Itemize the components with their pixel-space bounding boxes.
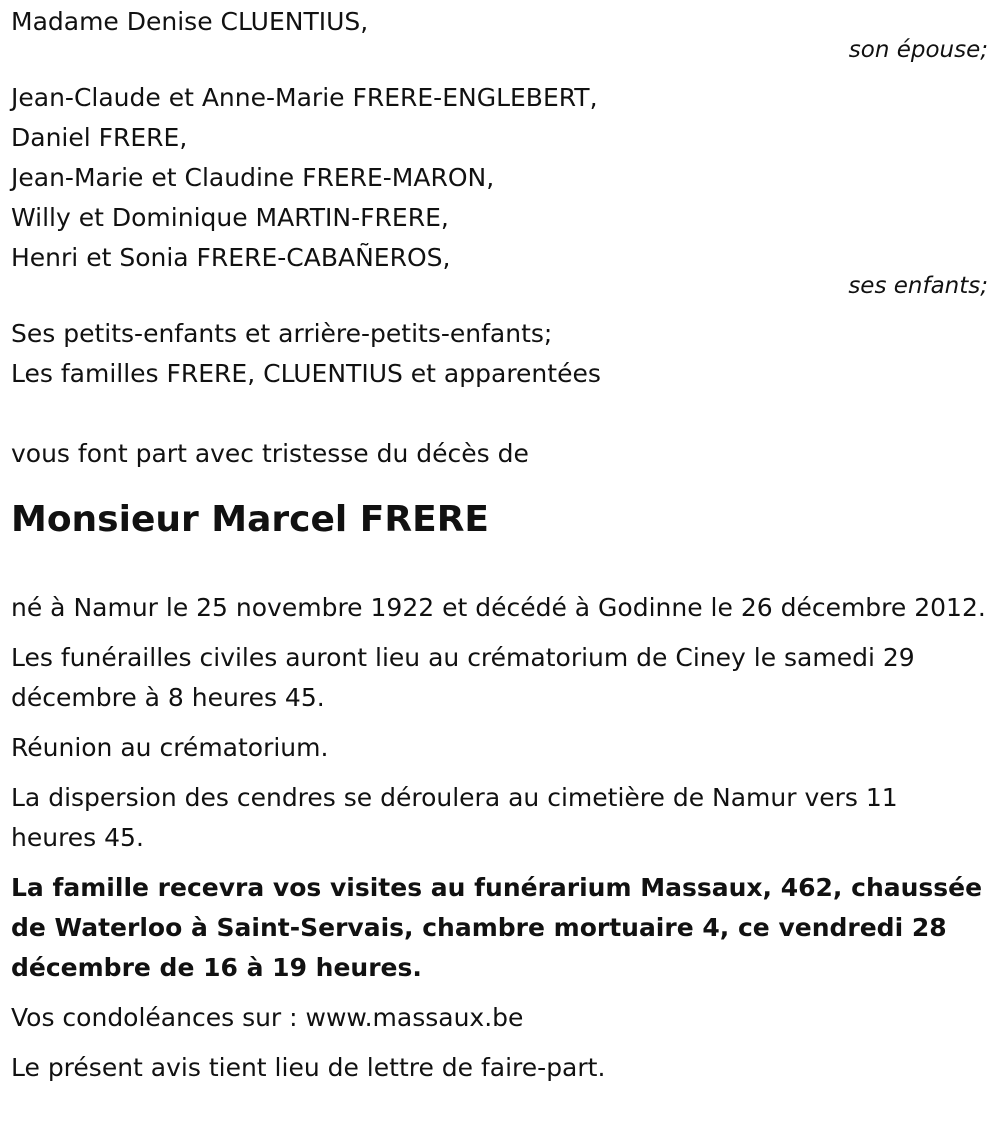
spouse-name: Madame Denise CLUENTIUS, [11,7,369,36]
grandchildren-line: Ses petits-enfants et arrière-petits-enfants; [11,319,553,348]
child-entry: Henri et Sonia FRERE-CABAÑEROS, [11,243,451,272]
child-entry: Jean-Claude et Anne-Marie FRERE-ENGLEBERT, [11,83,598,112]
birth-death-text: né à Namur le 25 novembre 1922 et décédé à Godinne le 26 décembre 2012. [11,593,986,622]
condolences-text: Vos condoléances sur : www.massaux.be [11,1003,524,1032]
reunion-text: Réunion au crématorium. [11,733,329,762]
child-entry: Jean-Marie et Claudine FRERE-MARON, [11,163,495,192]
dispersion-text: La dispersion des cendres se déroulera au cimetière de Namur vers 11 heures 45. [11,783,898,852]
child-entry: Daniel FRERE, [11,123,188,152]
deceased-name: Monsieur Marcel FRERE [11,499,490,540]
visits-text: La famille recevra vos visites au funérarium Massaux, 462, chaussée de Waterloo à Saint-Servais, chambre mortuaire 4, ce vendredi 28 décembre de 16 à 19 heures. [11,873,983,982]
families-line: Les familles FRERE, CLUENTIUS et apparentées [11,359,601,388]
children-list [11,78,988,278]
spouse-role: son épouse; [848,37,988,63]
announcement-text: vous font part avec tristesse du décès de [11,439,529,468]
child-entry: Willy et Dominique MARTIN-FRERE, [11,203,449,232]
funeral-text: Les funérailles civiles auront lieu au crématorium de Ciney le samedi 29 décembre à 8 heures 45. [11,643,915,712]
notice-text: Le présent avis tient lieu de lettre de faire-part. [11,1053,606,1082]
children-role: ses enfants; [848,273,988,299]
